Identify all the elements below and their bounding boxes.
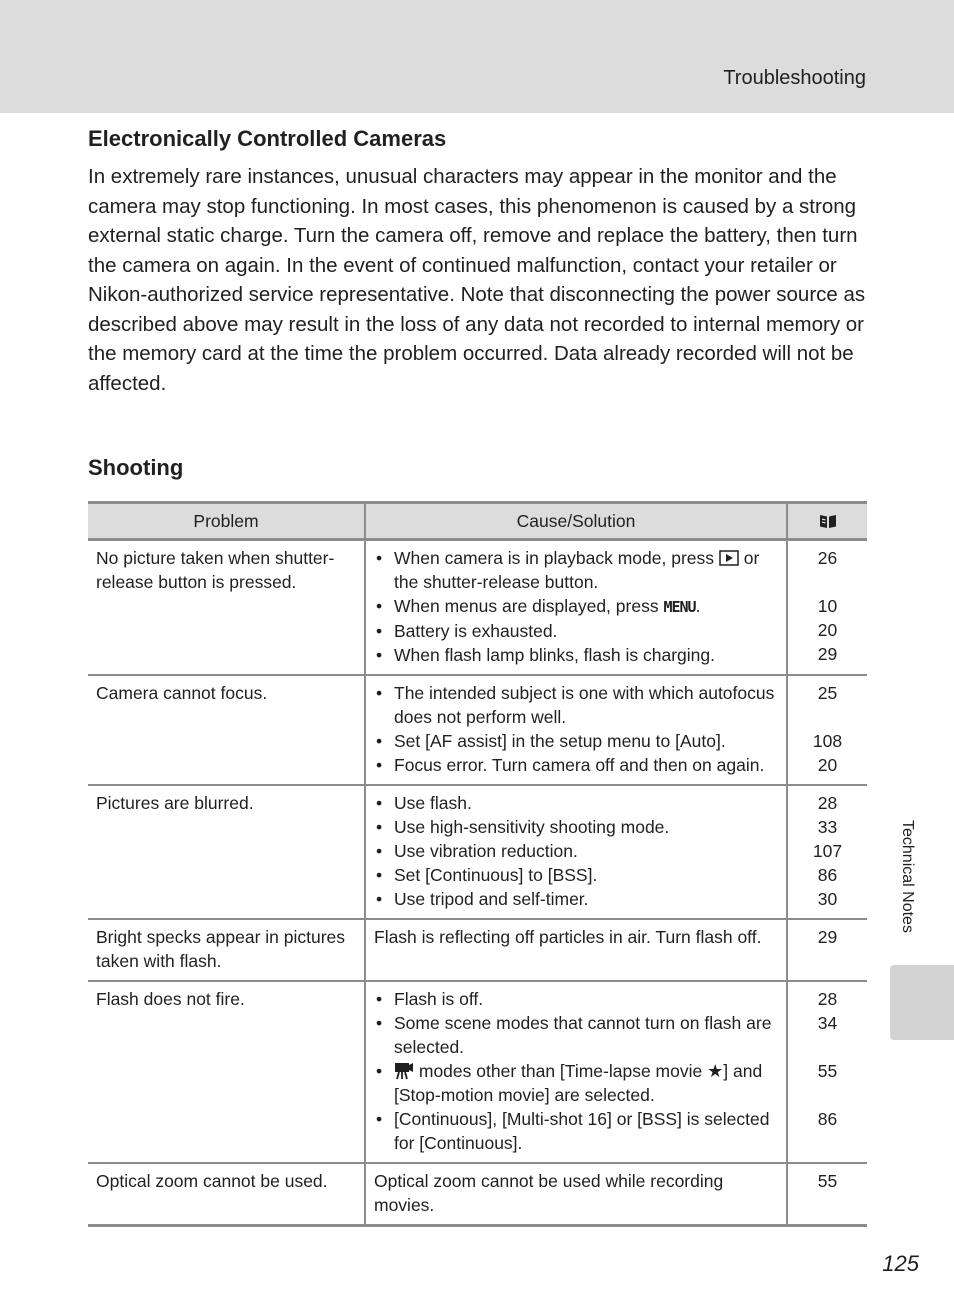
book-reference-icon [819, 513, 837, 530]
cause-cell: Flash is reflecting off particles in air. Turn flash off. [365, 919, 787, 981]
page-ref: 33 [817, 817, 838, 837]
list-item: • Use tripod and self-timer. [374, 887, 778, 911]
problem-cell: Flash does not fire. [88, 981, 365, 1163]
movie-mode-icon [394, 1062, 414, 1080]
table-row [88, 785, 867, 919]
table-row [88, 540, 867, 676]
troubleshooting-table [88, 501, 867, 1227]
cause-cell [365, 540, 787, 676]
cause-cell [365, 675, 787, 785]
page-ref: 86 [817, 1109, 838, 1129]
page-ref: 55 [817, 1171, 838, 1191]
electronic-cameras-paragraph: In extremely rare instances, unusual characters may appear in the monitor and the camera may stop functioning. In most cases, this phenomenon is caused by a strong external static charge. Turn the camera off, remove and replace the battery, then turn the camera on again. In the event of continued malfunction, contact your retailer or Nikon-authorized service representative. Note that disconnecting the power source as described above may result in the loss of any data not recorded to internal memory or the memory card at the time the problem occurred. Data already recorded will not be affected. [88, 165, 866, 395]
page-ref: 34 [817, 1013, 838, 1033]
menu-button-icon: MENU [663, 598, 696, 616]
page-ref: 108 [812, 731, 843, 751]
list-item: • Flash is off. [374, 987, 778, 1011]
list-item: • Set [AF assist] in the setup menu to [Auto]. [374, 729, 778, 753]
side-tab-label: Technical Notes [899, 820, 916, 933]
page-cell [787, 1163, 867, 1226]
table-header-row [88, 503, 867, 540]
list-item: • The intended subject is one with which autofocus does not perform well. [374, 681, 778, 729]
section-heading-electronic-cameras: Electronically Controlled Cameras [88, 126, 447, 151]
page-ref: 20 [817, 620, 838, 640]
cause-cell [365, 785, 787, 919]
list-item: • Focus error. Turn camera off and then on again. [374, 753, 778, 777]
list-item: • When menus are displayed, press MENU. [374, 594, 778, 619]
side-tab-marker [890, 965, 954, 1040]
page-ref: 20 [817, 755, 838, 775]
list-item: • Battery is exhausted. [374, 619, 778, 643]
page-ref: 29 [817, 927, 838, 947]
problem-cell: Pictures are blurred. [88, 785, 365, 919]
page-ref: 26 [817, 548, 838, 568]
page-ref: 55 [817, 1061, 838, 1081]
table-row [88, 675, 867, 785]
page-cell [787, 919, 867, 981]
page-cell [787, 675, 867, 785]
table-row [88, 919, 867, 981]
page-ref: 29 [817, 644, 838, 664]
problem-cell: No picture taken when shutter-release button is pressed. [88, 540, 365, 676]
header-cause-solution: Cause/Solution [365, 503, 787, 540]
star-icon: ★ [707, 1061, 724, 1081]
section-heading-shooting: Shooting [88, 455, 184, 480]
page-cell [787, 540, 867, 676]
page-ref: 107 [812, 841, 843, 861]
list-item: • [Continuous], [Multi-shot 16] or [BSS] is selected for [Continuous]. [374, 1107, 778, 1155]
table-row [88, 981, 867, 1163]
list-item: • When camera is in playback mode, press or the shutter-release button. [374, 546, 778, 594]
page-ref: 86 [817, 865, 838, 885]
list-item: • modes other than [Time-lapse movie ★] and [Stop-motion movie] are selected. [374, 1059, 778, 1107]
page-cell [787, 785, 867, 919]
list-item: • Use vibration reduction. [374, 839, 778, 863]
list-item: • Use flash. [374, 791, 778, 815]
table-row [88, 1163, 867, 1226]
page-ref: 25 [817, 683, 838, 703]
page-number: 125 [882, 1251, 919, 1276]
list-item: • Use high-sensitivity shooting mode. [374, 815, 778, 839]
header-problem: Problem [88, 503, 365, 540]
list-item: • Set [Continuous] to [BSS]. [374, 863, 778, 887]
cause-cell: Optical zoom cannot be used while recording movies. [365, 1163, 787, 1226]
running-head: Troubleshooting [723, 67, 866, 89]
problem-cell: Optical zoom cannot be used. [88, 1163, 365, 1226]
page-ref: 28 [817, 989, 838, 1009]
header-band [0, 0, 954, 113]
list-item: • When flash lamp blinks, flash is charging. [374, 643, 778, 667]
page-ref: 30 [817, 889, 838, 909]
problem-cell: Camera cannot focus. [88, 675, 365, 785]
list-item: • Some scene modes that cannot turn on flash are selected. [374, 1011, 778, 1059]
problem-cell: Bright specks appear in pictures taken with flash. [88, 919, 365, 981]
page-cell [787, 981, 867, 1163]
playback-button-icon [719, 550, 739, 566]
page-ref: 10 [817, 596, 838, 616]
page-ref: 28 [817, 793, 838, 813]
cause-cell [365, 981, 787, 1163]
header-page-reference [787, 503, 867, 540]
